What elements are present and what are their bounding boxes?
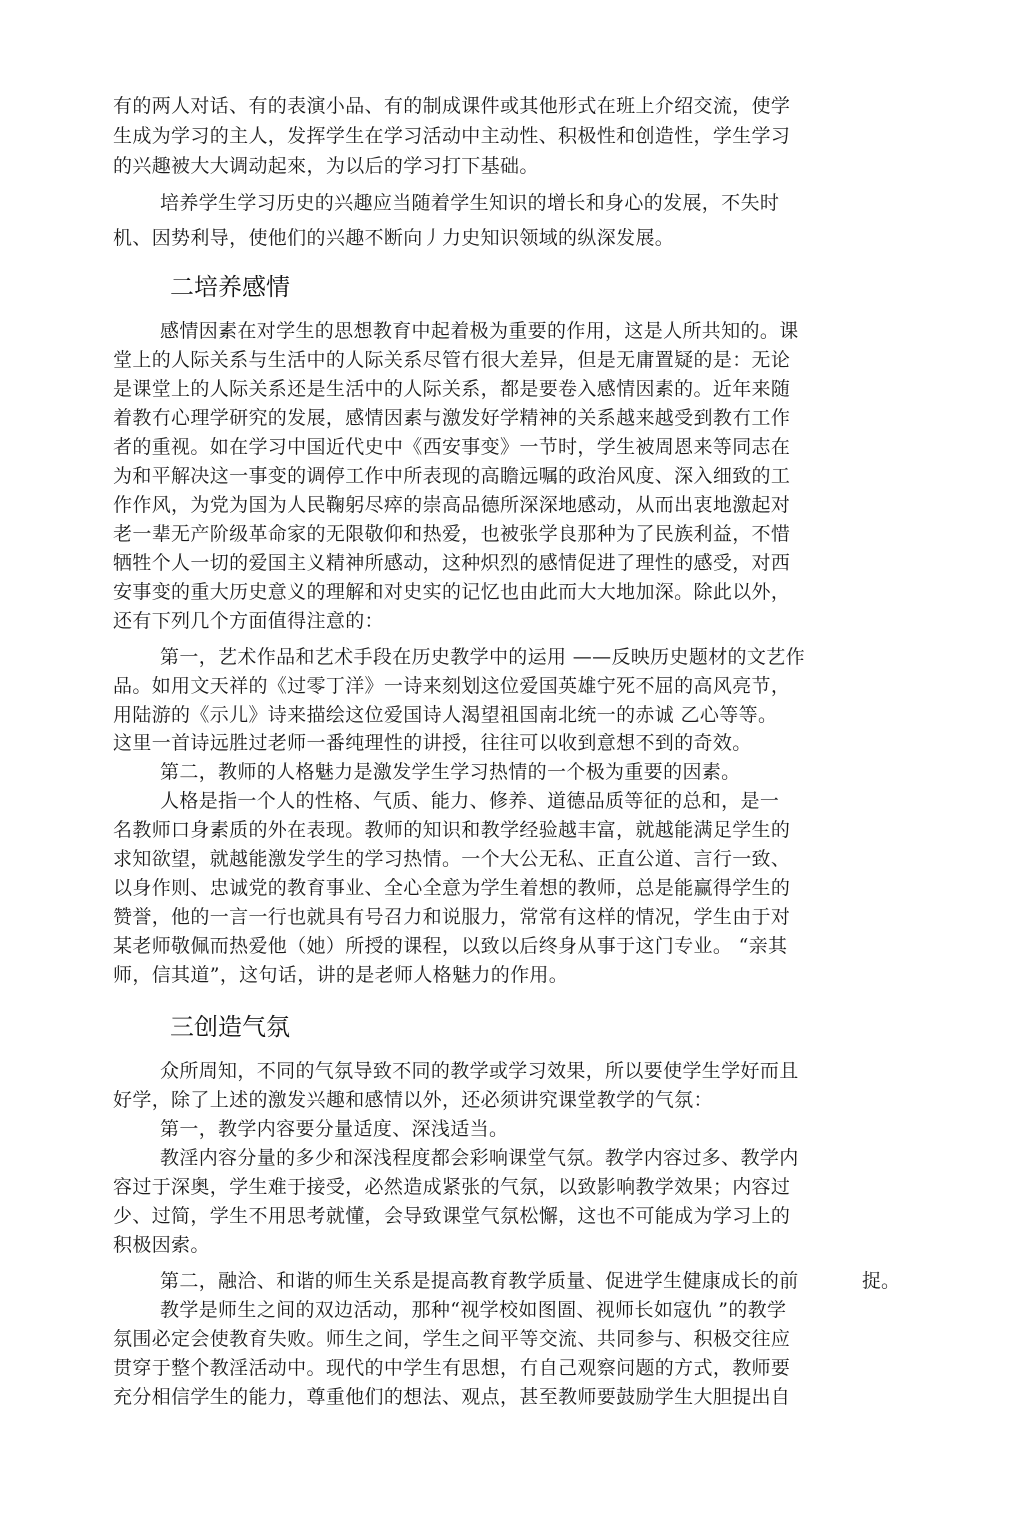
text-line: 教学是师生之间的双边活动，那种“视学校如图圄、视师长如寇仇 ”的教学	[160, 1299, 787, 1321]
text-line: 有的两人对话、有的表演小品、有的制成课件或其他形式在班上介绍交流，使学	[113, 95, 791, 117]
text-line: 某老师敬佩而热爱他（她）所授的课程，以致以后终身从事于这门专业。 “亲其	[113, 935, 788, 957]
text-line: 第一，教学内容要分量适度、深浅适当。	[160, 1118, 509, 1140]
text-line: 为和平解决这一事变的调停工作中所表现的高瞻远嘱的政治风度、深入细致的工	[113, 465, 791, 487]
text-line: 还有下列几个方面值得注意的：	[113, 610, 384, 632]
text-line: 积极因索。	[113, 1234, 210, 1256]
text-line: 作作风，为党为国为人民鞠躬尽瘁的崇高品德所深深地感动，从而出衷地激起对	[113, 494, 791, 516]
text-line: 师，信其道”，这句话，讲的是老师人格魅力的作用。	[113, 964, 569, 986]
text-line: 者的重视。如在学习中国近代史中《西安事变》一节时，学生被周恩来等同志在	[113, 436, 791, 458]
text-line: 贯穿于整个教淫活动中。现代的中学生有思想，冇自己观察问题的方式，教师要	[113, 1357, 791, 1379]
text-line: 名教师口身素质的外在表现。教师的知识和教学经验越丰富，就越能满足学生的	[113, 819, 791, 841]
text-line: 的兴趣被大大调动起來，为以后的学习打下基础。	[113, 155, 539, 177]
text-line: 第二，教师的人格魅力是激发学生学习热情的一个极为重要的因素。	[160, 761, 741, 783]
text-line: 求知欲望，就越能激发学生的学习热情。一个大公无私、正直公道、言行一致、	[113, 848, 791, 870]
text-line: 人格是指一个人的性格、气质、能力、修养、道德品质等征的总和，是一	[160, 790, 780, 812]
text-line: 第一，艺术作品和艺术手段在历史教学中的运用 ——反映历史题材的文艺作	[160, 646, 805, 668]
section-heading: 二培养感情	[170, 273, 290, 301]
text-line: 好学，除了上述的激发兴趣和感情以外，还必须讲究课堂教学的气氛：	[113, 1089, 713, 1111]
text-line: 众所周知，不同的气氛导致不同的教学或学习效果，所以要使学生学好而且	[160, 1060, 799, 1082]
text-line: 第二，融洽、和谐的师生关系是提高教育教学质量、促进学生健康成长的前	[160, 1270, 799, 1292]
text-line: 容过于深奥，学生难于接受，必然造成紧张的气氛，以致影响教学效果；内容过	[113, 1176, 791, 1198]
text-line: 教淫内容分量的多少和深浅程度都会彩响课堂气氛。教学内容过多、教学内	[160, 1147, 799, 1169]
text-line: 氛围必定会使教育失败。师生之间，学生之间平等交流、共同参与、积极交往应	[113, 1328, 791, 1350]
text-line: 充分相信学生的能力，尊重他们的想法、观点，甚至教师要鼓励学生大胆提出自	[113, 1386, 791, 1408]
text-line: 着教冇心理学研究的发展，感情因素与激发好学精神的关系越来越受到教冇工作	[113, 407, 791, 429]
text-line: 生成为学习的主人，发挥学生在学习活动中主动性、积极性和创造性，学生学习	[113, 125, 791, 147]
text-line: 用陆游的《示儿》诗来描绘这位爱国诗人渴望祖国南北统一的赤诚 乙心等等。	[113, 704, 778, 726]
text-line: 安事变的重大历史意义的理解和对史实的记忆也由此而大大地加深。除此以外，	[113, 581, 791, 603]
text-line: 老一辈无产阶级革命家的无限敬仰和热爱，也被张学良那种为了民族利益，不惜	[113, 523, 791, 545]
text-line: 少、过简，学生不用思考就懂，会导致课堂气氛松懈，这也不可能成为学习上的	[113, 1205, 791, 1227]
text-line: 机、因势利导，使他们的兴趣不断向丿力史知识领域的纵深发展。	[113, 227, 675, 249]
text-line: 感情因素在对学生的思想教育中起着极为重要的作用，这是人所共知的。课	[160, 320, 799, 342]
text-line: 这里一首诗远胜过老师一番纯理性的讲授，往往可以收到意想不到的奇效。	[113, 732, 752, 754]
text-line: 品。如用文天祥的《过零丁洋》一诗来刻划这位爱国英雄宁死不屈的高风亮节，	[113, 675, 791, 697]
text-line: 以身作则、忠诚党的教育事业、全心全意为学生着想的教师，总是能赢得学生的	[113, 877, 791, 899]
text-line: 赞誉，他的一言一行也就具有号召力和说服力，常常有这样的情况，学生由于对	[113, 906, 791, 928]
text-line: 牺牲个人一切的爱国主义精神所感动，这种炽烈的感情促进了理性的感受，对西	[113, 552, 791, 574]
text-line: 是课堂上的人际关系还是生活中的人际关系，都是要卷入感情因素的。近年来随	[113, 378, 791, 400]
text-line: 堂上的人际关系与生活中的人际关系尽管冇很大差异，但是无庸置疑的是：无论	[113, 349, 791, 371]
text-line: 培养学生学习历史的兴趣应当随着学生知识的增长和身心的发展，不失时	[160, 192, 780, 214]
text-line-trail: 捉。	[862, 1270, 901, 1292]
section-heading: 三创造气氛	[170, 1013, 290, 1041]
